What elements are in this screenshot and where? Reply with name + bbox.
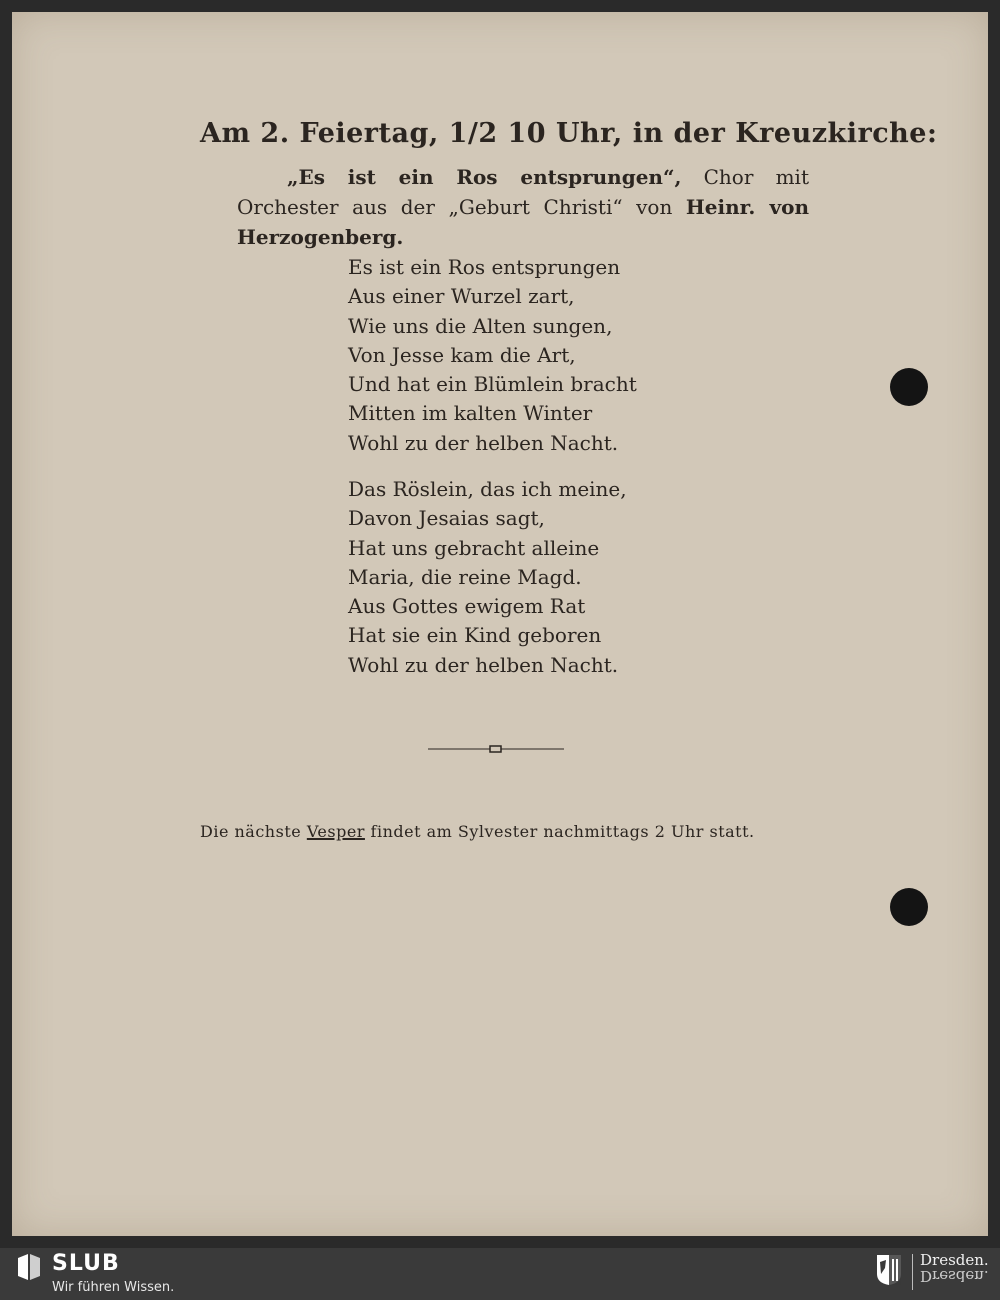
verse-line: Hat sie ein Kind geboren	[348, 623, 602, 648]
stanza-2	[348, 475, 708, 680]
stanza-1	[348, 253, 708, 458]
verse-line: Das Röslein, das ich meine,	[348, 477, 627, 501]
ornament-divider	[428, 744, 564, 754]
footnote	[200, 822, 810, 841]
footnote-text-start: Die nächste	[200, 822, 307, 841]
viewer-footer	[0, 1248, 1000, 1300]
verse-line: Maria, die reine Magd.	[348, 564, 582, 589]
verse-line: Aus Gottes ewigem Rat	[348, 594, 586, 619]
punch-hole-bottom	[890, 888, 928, 926]
slub-tagline: Wir führen Wissen.	[52, 1280, 175, 1295]
vesper-word: Vesper	[306, 822, 365, 841]
description	[237, 162, 809, 252]
verse-line: Wie uns die Alten sungen,	[348, 313, 613, 338]
verse-line: Aus einer Wurzel zart,	[348, 284, 575, 309]
verse-line: Mitten im kalten Winter	[348, 401, 593, 426]
title-quote: „Es ist ein Ros entsprungen“,	[287, 165, 682, 189]
dresden-logo-text: Dresden.	[920, 1251, 989, 1269]
book-icon[interactable]	[16, 1252, 42, 1282]
verse-line: Wohl zu der helben Nacht.	[348, 652, 619, 677]
scanned-page	[12, 12, 988, 1236]
dresden-crest-icon[interactable]	[876, 1254, 902, 1286]
heading: Am 2. Feiertag, 1/2 10 Uhr, in der Kreuzkirche:	[200, 118, 938, 149]
verse-line: Wohl zu der helben Nacht.	[348, 430, 619, 455]
punch-hole-top	[890, 368, 928, 406]
verse-line: Es ist ein Ros entsprungen	[348, 255, 621, 279]
description-text: Chor mit Orchester aus der „Geburt Christi“ von	[237, 165, 809, 219]
logo-divider	[912, 1254, 913, 1290]
footnote-text-end: findet am Sylvester nachmittags 2 Uhr statt.	[364, 822, 755, 841]
verse-line: Davon Jesaias sagt,	[348, 506, 545, 531]
verse-line: Von Jesse kam die Art,	[348, 342, 576, 367]
verse-line: Hat uns gebracht alleine	[348, 535, 600, 560]
verse-line: Und hat ein Blümlein bracht	[348, 372, 637, 397]
composer: Heinr. von Herzogenberg.	[237, 195, 809, 249]
slub-logo-text[interactable]: SLUB	[52, 1251, 120, 1276]
dresden-logo-mirror-text: Dresden.	[920, 1267, 989, 1285]
dresden-logo[interactable]	[920, 1252, 989, 1284]
